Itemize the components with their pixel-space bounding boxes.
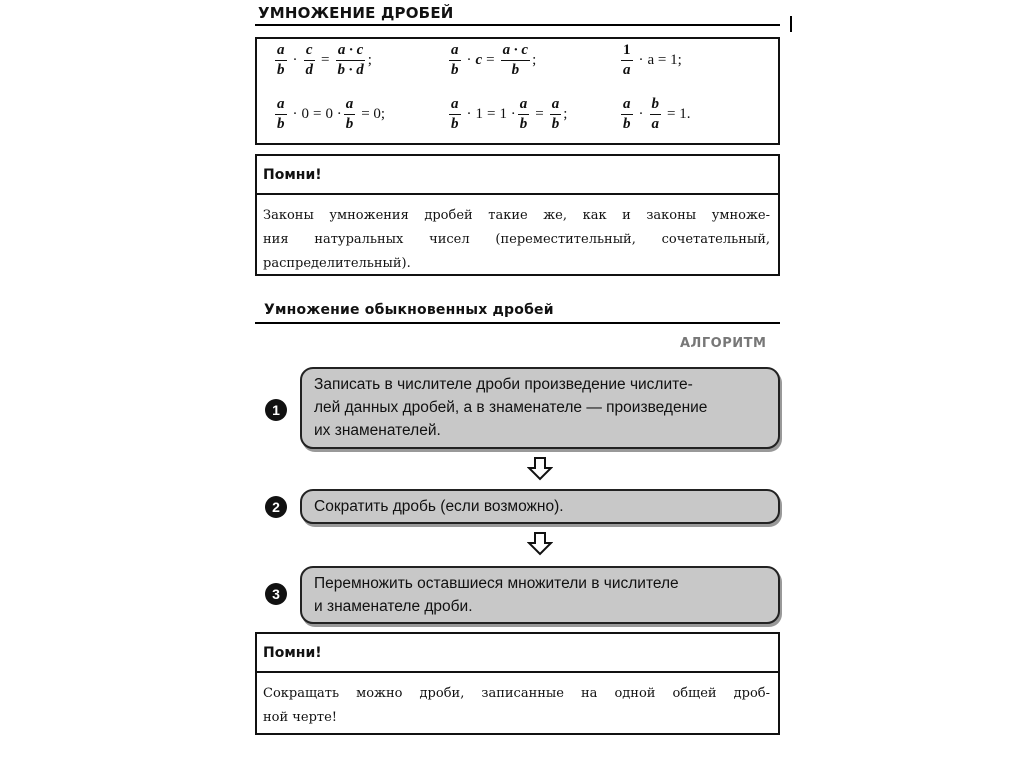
- algorithm-step-3: Перемножить оставшиеся множители в числителе и знаменателе дроби.: [300, 566, 780, 624]
- note-title: Помни!: [257, 156, 778, 195]
- section-rule: [255, 322, 780, 324]
- fraction: $\frac{a}{b}$: [277, 42, 285, 78]
- step-number-2: 2: [265, 496, 287, 518]
- section-title-multiplication: УМНОЖЕНИЕ ДРОБЕЙ: [258, 4, 454, 22]
- algorithm-step-2: Сократить дробь (если возможно).: [300, 489, 780, 524]
- section-title-common-fractions: Умножение обыкновенных дробей: [264, 302, 554, 318]
- fraction: $\frac{a \cdot c}{b \cdot d}$: [337, 42, 364, 78]
- note-text: Сокращать можно дроби, записанные на одной общей дроб- ной черте!: [263, 686, 770, 725]
- formula-multiply-one: $\frac{a}{b}$ · 1 = 1 · $\frac{a}{b}$ = $\frac{a}{b}$ ;: [451, 96, 568, 132]
- section-rule: [255, 24, 780, 26]
- page-edge-mark: [790, 16, 792, 32]
- algorithm-step-1: Записать в числителе дроби произведение числите- лей данных дробей, а в знаменателе — произведение их знаменателей.: [300, 367, 780, 449]
- algorithm-label: АЛГОРИТМ: [680, 336, 767, 351]
- step-number-1: 1: [265, 399, 287, 421]
- fraction: $\frac{a \cdot c}{b}$: [502, 42, 529, 78]
- fraction: $\frac{b}{a}$: [651, 96, 659, 132]
- formula-box: [255, 37, 780, 145]
- fraction: $\frac{a}{b}$: [345, 96, 354, 132]
- formula-reciprocal-fraction: $\frac{a}{b}$ · $\frac{b}{a}$ = 1.: [623, 96, 691, 132]
- fraction: $\frac{c}{d}$: [305, 42, 313, 78]
- down-arrow-icon: [527, 457, 553, 481]
- note-text: Законы умножения дробей такие же, как и законы умноже- ния натуральных чисел (переместительный, сочетательный, распределительный).: [263, 208, 770, 271]
- fraction: $\frac{a}{b}$: [519, 96, 528, 132]
- formula-multiply-zero: $\frac{a}{b}$ · 0 = 0 · $\frac{a}{b}$ = 0;: [277, 96, 386, 132]
- down-arrow-icon: [527, 532, 553, 556]
- formula-reciprocal-number: $\frac{1}{a}$ · a = 1;: [623, 42, 682, 78]
- remember-note-laws: [255, 154, 780, 276]
- fraction: $\frac{1}{a}$: [623, 42, 631, 78]
- step-number-3: 3: [265, 583, 287, 605]
- formula-product-rule: $\frac{a}{b}$ · $\frac{c}{d}$ = $\frac{a \cdot c}{b \cdot d}$ ;: [277, 42, 372, 78]
- fraction: $\frac{a}{b}$: [623, 96, 631, 132]
- fraction: $\frac{a}{b}$: [551, 96, 560, 132]
- fraction: $\frac{a}{b}$: [277, 96, 285, 132]
- formula-fraction-times-number: $\frac{a}{b}$ · c = $\frac{a \cdot c}{b}$ ;: [451, 42, 537, 78]
- fraction: $\frac{a}{b}$: [451, 96, 459, 132]
- note-title: Помни!: [257, 634, 778, 673]
- remember-note-reduce: [255, 632, 780, 735]
- fraction: $\frac{a}{b}$: [451, 42, 459, 78]
